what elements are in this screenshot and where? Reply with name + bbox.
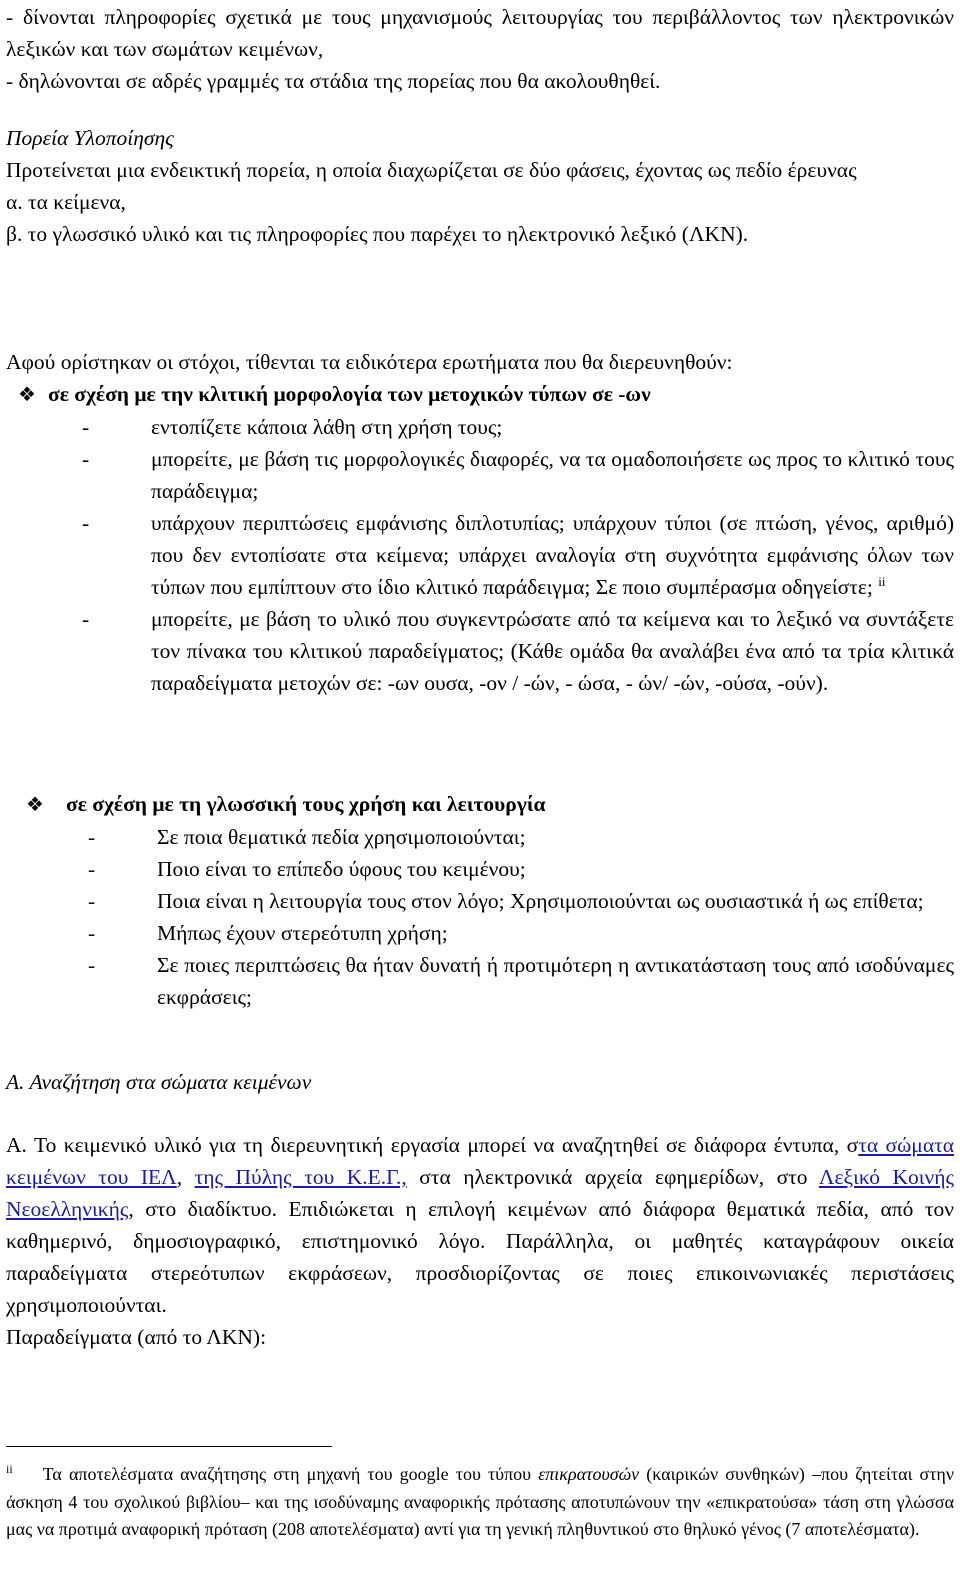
iel-corpus-link[interactable]: τα σώματα κειμένων του ΙΕΛ [6, 1133, 954, 1189]
list-item: - μπορείτε, με βάση το υλικό που συγκεντρώσατε από τα κείμενα και το λεξικό να συντάξετε τον πίνακα του κλιτικού παραδείγματος; (Κάθε ομάδα θα αναλάβει ένα από τα τρία κλιτικά παραδείγματα μετοχών σε: -ων ουσα, -ον / -ών, - ώσα, - ών/ -ών, -ούσα, -ούν). [82, 607, 954, 695]
course-item-a: α. τα κείμενα, [6, 190, 126, 214]
course-text: Προτείνεται μια ενδεικτική πορεία, η οποία διαχωρίζεται σε δύο φάσεις, έχοντας ως πεδίο έρευνας [6, 158, 857, 182]
section-2 [6, 788, 954, 1013]
section-1-title: σε σχέση με την κλιτική μορφολογία των μετοχικών τύπων σε -ων [48, 382, 651, 406]
search-block [6, 1129, 954, 1353]
section-2-title-row [6, 788, 954, 821]
list-item: - εντοπίζετε κάποια λάθη στη χρήση τους; [82, 415, 503, 439]
list-item: - Ποια είναι η λειτουργία τους στον λόγο; Χρησιμοποιούνται ως ουσιαστικά ή ως επίθετα; [88, 889, 924, 913]
list-item: - Μήπως έχουν στερεότυπη χρήση; [88, 921, 448, 945]
list-item: - Σε ποιες περιπτώσεις θα ήταν δυνατή ή προτιμότερη η αντικατάσταση τους από ισοδύναμες εκφράσεις; [88, 953, 954, 1009]
section-2-title: σε σχέση με τη γλωσσική τους χρήση και λειτουργία [66, 792, 546, 816]
diamond-bullet-icon: ❖ [26, 794, 44, 816]
footnote-divider [6, 1446, 332, 1447]
keg-portal-link[interactable]: της Πύλης του Κ.Ε.Γ., [194, 1165, 407, 1189]
list-item: - Σε ποια θεματικά πεδία χρησιμοποιούνται; [88, 825, 526, 849]
intro-line-2: - δηλώνονται σε αδρές γραμμές τα στάδια της πορείας που θα ακολουθηθεί. [6, 69, 661, 93]
course-item-b: β. το γλωσσικό υλικό και τις πληροφορίες που παρέχει το ηλεκτρονικό λεξικό (ΛΚΝ). [6, 222, 749, 246]
diamond-bullet-icon: ❖ [18, 384, 36, 406]
intro-block [6, 1, 954, 97]
footnote: $^{ii}$ Τα αποτελέσματα αναζήτησης στη μηχανή του google του τύπου επικρατουσών (καιρικών συνθηκών) –που ζητείται στην άσκηση 4 του σχολικού βιβλίου– και της ισοδύναμης αναφορικής πρότασης αποτυπώνουν την «επικρατούσα» τάση στη γλώσσα μας να προτιμά αναφορική πρόταση (208 αποτελέσματα) αντί για τη γενική πληθυντικού στο θηλυκό γένος (7 αποτελέσματα). [6, 1462, 954, 1539]
course-block [6, 122, 954, 250]
section-1 [6, 346, 954, 699]
search-paragraph: Α. Το κειμενικό υλικό για τη διερευνητική εργασία μπορεί να αναζητηθεί σε διάφορα έντυπα, στα σώματα κειμένων του ΙΕΛ, της Πύλης του Κ.Ε.Γ., στα ηλεκτρονικά αρχεία εφημερίδων, στο Λεξικό Κοινής Νεοελληνικής, στο διαδίκτυο. Επιδιώκεται η επιλογή κειμένων από διάφορα θεματικά πεδία, από τον καθημερινό, δημοσιογραφικό, επιστημονικό λόγο. Παράλληλα, οι μαθητές καταγράφουν οικεία παραδείγματα στερεότυπων εκφράσεων, προσδιορίζοντας σε ποιες επικοινωνιακές περιστάσεις χρησιμοποιούνται. [6, 1133, 955, 1317]
search-heading: Α. Αναζήτηση στα σώματα κειμένων [6, 1070, 312, 1094]
search-heading-block [6, 1066, 954, 1098]
footnote-reference[interactable]: ii [878, 573, 886, 589]
list-item: - υπάρχουν περιπτώσεις εμφάνισης διπλοτυπίας; υπάρχουν τύποι (σε πτώση, γένος, αριθμό) που δεν εντοπίσατε στα κείμενα; υπάρχει αναλογία στη συχνότητα εμφάνισης όλων των τύπων που εμπίπτουν στο ίδιο κλιτικό παράδειγμα; Σε ποιο συμπέρασμα οδηγείστε; $^{ii}$ [82, 511, 954, 599]
lkn-dictionary-link[interactable]: Λεξικό Κοινής Νεοελληνικής [6, 1165, 955, 1221]
section-1-title-row [6, 378, 954, 411]
list-item: - μπορείτε, με βάση τις μορφολογικές διαφορές, να τα ομαδοποιήσετε ως προς το κλιτικό τους παράδειγμα; [82, 447, 954, 503]
examples-label: Παραδείγματα (από το ΛΚΝ): [6, 1325, 267, 1349]
list-item: - Ποιο είναι το επίπεδο ύφους του κειμένου; [88, 857, 526, 881]
intro-line-1: - δίνονται πληροφορίες σχετικά με τους μηχανισμούς λειτουργίας του περιβάλλοντος των ηλεκτρονικών λεξικών και των σωμάτων κειμένων, [6, 5, 954, 61]
footnote-mark: ii [6, 1462, 13, 1476]
course-heading: Πορεία Υλοποίησης [6, 126, 174, 150]
questions-intro: Αφού ορίστηκαν οι στόχοι, τίθενται τα ειδικότερα ερωτήματα που θα διερευνηθούν: [6, 350, 733, 374]
